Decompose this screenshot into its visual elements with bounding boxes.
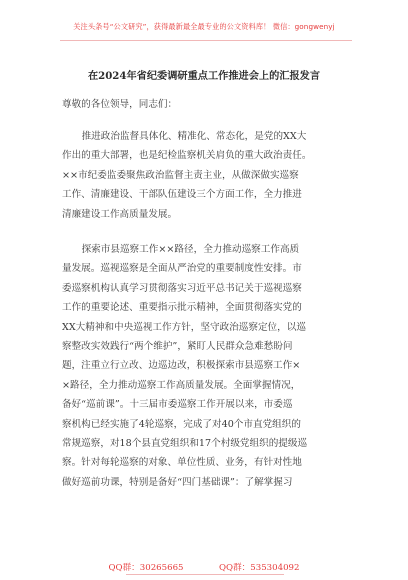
paragraph-1 (62, 127, 354, 224)
paragraph-line: 察。针对每轮巡察的对象、单位性质、业务，有针对性地 (62, 457, 302, 469)
paragraph-line: 做好巡前功课，特别是备好“四门基础课”：了解掌握习 (62, 476, 293, 488)
paragraph-line: 常规巡察，对18个县直党组织和17个村级党组织的提级巡 (62, 437, 308, 449)
paragraph-line: 作出的重大部署，也是纪检监察机关肩负的重大政治责任。 (62, 150, 312, 162)
paragraph-line: 察整改实效践行“两个维护”，紧盯人民群众急难愁盼问 (62, 340, 293, 352)
paragraph-line: 量发展。巡视巡察是全面从严治党的重要制度性安排。市 (62, 263, 302, 275)
paragraph-line: 工作的重要论述、重要指示批示精神，全面贯彻落实党的 (62, 302, 302, 314)
paragraph-line: XX大精神和中央巡视工作方针，坚守政治巡察定位，以巡 (62, 321, 306, 333)
paragraph-2 (62, 240, 354, 492)
paragraph-line: 清廉建设工作高质量发展。 (62, 208, 178, 220)
paragraph-line: 察机构已经实施了4轮巡察，完成了对40个市直党组织的 (62, 418, 301, 430)
paragraph-line: ×路径，全力推动巡察工作高质量发展。全面掌握情况， (62, 379, 301, 391)
paragraph-line: 委巡察机构认真学习贯彻落实习近平总书记关于巡视巡察 (62, 282, 302, 294)
paragraph-line: 题，注重立行立改、边巡边改，积极探索市县巡察工作× (62, 360, 301, 372)
salutation: 尊敬的各位领导，同志们： (62, 99, 178, 110)
paragraph-line: 工作、清廉建设、干部队伍建设三个方面工作，全力推进 (62, 189, 302, 201)
header-banner: 关注头条号“公文研究”，获得最新最全最专业的公文资料库！ 微信：gongwenyj (73, 22, 335, 31)
footer-divider (126, 574, 284, 575)
paragraph-line: 推进政治监督具体化、精准化、常态化，是党的XX大 (81, 131, 307, 142)
footer-qq-right: QQ群：535304092 (219, 563, 300, 573)
footer-qq-left: QQ群：30265665 (108, 563, 184, 573)
footer-contact (0, 561, 408, 573)
paragraph-line: ××市纪委监委聚焦政治监督主责主业，从做深做实巡察 (62, 169, 299, 181)
paragraph-line: 探索市县巡察工作××路径，全力推动巡察工作高质 (81, 244, 300, 255)
document-title: 在2024年省纪委调研重点工作推进会上的汇报发言 (87, 70, 321, 82)
paragraph-line: 备好“巡前课”。十三届市委巡察工作开展以来，市委巡 (62, 399, 293, 411)
header-divider (60, 40, 352, 41)
